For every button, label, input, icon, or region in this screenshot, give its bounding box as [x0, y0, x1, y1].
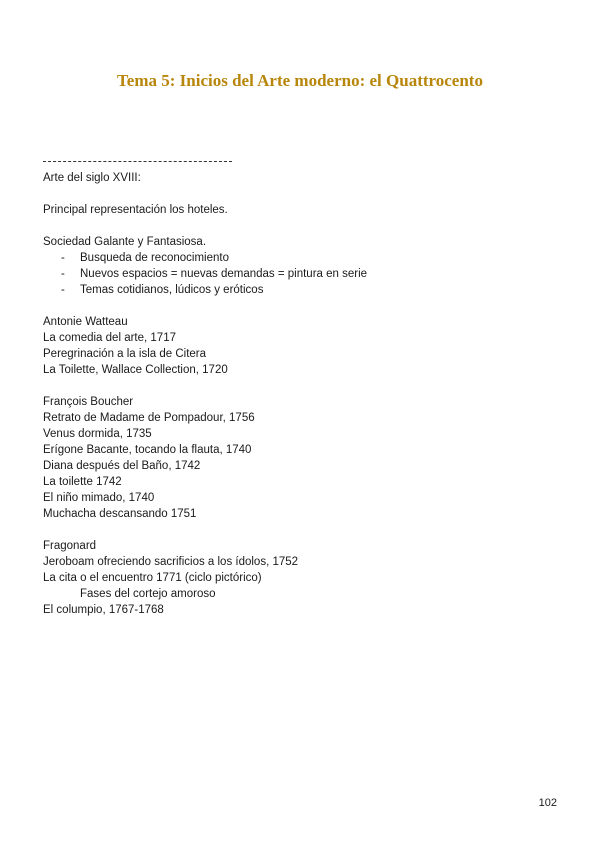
artwork-line: El columpio, 1767-1768 — [43, 604, 164, 616]
document-body — [43, 154, 563, 618]
principal-text: Principal representación los hoteles. — [43, 204, 228, 216]
page-title: Tema 5: Inicios del Arte moderno: el Quattrocento — [117, 71, 483, 90]
artwork-line: Peregrinación a la isla de Citera — [43, 348, 207, 360]
artwork-line: La toilette 1742 — [43, 476, 122, 488]
bullet-dash: - — [61, 268, 65, 280]
bullet-list-item: - Busqueda de reconocimiento — [61, 252, 229, 264]
artwork-line: La comedia del arte, 1717 — [43, 332, 176, 344]
artwork-line: Muchacha descansando 1751 — [43, 508, 197, 520]
page-number: 102 — [538, 797, 557, 809]
artwork-sub-note: Fases del cortejo amoroso — [80, 588, 216, 600]
bullet-dash: - — [61, 284, 65, 296]
artist-name-boucher: François Boucher — [43, 396, 134, 408]
bullet-list-item: - Temas cotidianos, lúdicos y eróticos — [61, 284, 264, 296]
separator-line — [43, 154, 563, 170]
artwork-line: Jeroboam ofreciendo sacrificios a los ídolos, 1752 — [43, 556, 299, 568]
artist-name-watteau: Antonie Watteau — [43, 316, 128, 328]
artwork-line: Erígone Bacante, tocando la flauta, 1740 — [43, 444, 252, 456]
sociedad-label: Sociedad Galante y Fantasiosa. — [43, 236, 207, 248]
artwork-line: Venus dormida, 1735 — [43, 428, 152, 440]
artwork-line: La Toilette, Wallace Collection, 1720 — [43, 364, 228, 376]
artwork-line: La cita o el encuentro 1771 (ciclo pictórico) — [43, 572, 262, 584]
artwork-line: El niño mimado, 1740 — [43, 492, 155, 504]
artwork-line: Diana después del Baño, 1742 — [43, 460, 201, 472]
bullet-dash: - — [61, 252, 65, 264]
bullet-list-item: - Nuevos espacios = nuevas demandas = pintura en serie — [61, 268, 368, 280]
artist-name-fragonard: Fragonard — [43, 540, 97, 552]
section-heading: Arte del siglo XVIII: — [43, 172, 141, 184]
artwork-line: Retrato de Madame de Pompadour, 1756 — [43, 412, 255, 424]
